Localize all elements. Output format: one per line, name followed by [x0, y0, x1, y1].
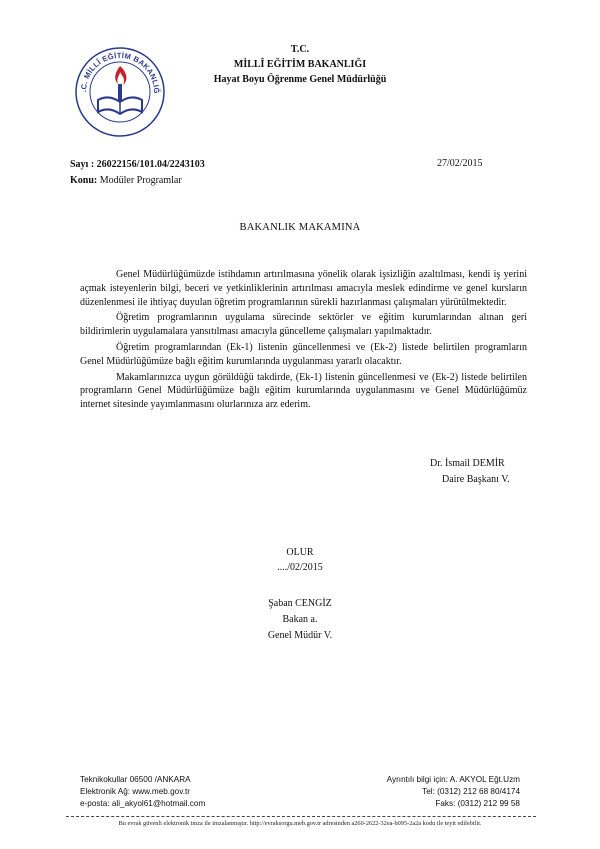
paragraph: Öğretim programlarının uygulama sürecinde sektörler ve eğitim kurumlarından alınan geri bildirimlerin uygulamalara yansıtılması amacıyla güncelleme çalışmaları yapılmaktadır. [80, 312, 527, 338]
signatory-name: Dr. İsmail DEMİR [430, 458, 505, 469]
paragraph: Makamlarınızca uygun görüldüğü takdirde, (Ek-1) listenin güncellenmesi ve (Ek-2) listede belirtilen programların Genel Müdürlüğümüze bağlı eğitim kurumlarında uygulanmasını ve Genel Müdürlüğümüz internet sitesinde yayımlanmasını olurlarınıza arz ederim. [80, 371, 527, 411]
approval-date: ..../02/2015 [277, 562, 323, 573]
footer-email: e-posta: ali_akyol61@hotmail.com [80, 799, 206, 808]
svg-text:T.C. MİLLÎ EĞİTİM BAKANLIĞI [72, 42, 161, 94]
e-signature-verification: Bu evrak güvenli elektronik imza ile imzalanmıştır. http://evraksorgu.meb.gov.tr adresinden a260-2622-32ea-b095-2a2a kodu ile teyit edilebilir. [118, 820, 482, 827]
document-number [70, 158, 205, 172]
subject-value: Modüler Programlar [99, 175, 182, 186]
signatory-title: Daire Başkanı V. [442, 474, 510, 485]
paragraph: Öğretim programlarından (Ek-1) listenin güncellenmesi ve (Ek-2) listede belirtilen programların Genel Müdürlüğümüze bağlı eğitim kurumlarında uygulanması yararlı olacaktır. [80, 341, 527, 367]
document-subject [70, 174, 182, 188]
footer-fax: Faks: (0312) 212 99 58 [435, 799, 520, 808]
footer-phone: Tel: (0312) 212 68 80/4174 [422, 787, 520, 796]
approval-label: OLUR [286, 547, 314, 558]
document-date: 27/02/2015 [437, 158, 483, 169]
logo-ring-text: .C. MİLLÎ EĞİTİM BAKANLIĞ [78, 50, 162, 94]
subject-label: Konu: [70, 175, 98, 186]
header-country: T.C. [290, 44, 310, 55]
number-label: Sayı [70, 159, 89, 170]
director-name: Şaban CENGİZ [268, 598, 332, 609]
footer-divider [66, 816, 536, 817]
director-title: Genel Müdür V. [267, 630, 333, 641]
header-directorate: Hayat Boyu Öğrenme Genel Müdürlüğü [213, 74, 387, 85]
letter-body [80, 268, 527, 414]
director-line2: Bakan a. [282, 614, 318, 625]
header-ministry: MİLLÎ EĞİTİM BAKANLIĞI [233, 59, 367, 70]
number-value: : 26022156/101.04/2243103 [90, 159, 205, 170]
footer-address-block [80, 774, 205, 810]
footer-contact: Ayrıntılı bilgi için: A. AKYOL Eğt.Uzm [386, 775, 520, 784]
footer-address: Teknikokullar 06500 /ANKARA [80, 775, 191, 784]
approval-block [0, 545, 600, 575]
signature-block-director [0, 596, 600, 644]
paragraph: Genel Müdürlüğümüzde istihdamın artırılmasına yönelik olarak işsizliğin azaltılması, kendi iş yerini açmak isteyenlerin bilgi, beceri ve yetkinliklerinin artırılması amacıyla meslek edindirme ve genel kursların düzenlenmesi ile ihtiyaç duyulan öğretim programlarının sürekli hazırlanması çalışmaları yürütülmektedir. [80, 269, 527, 308]
footer-web: Elektronik Ağ: www.meb.gov.tr [80, 787, 190, 796]
footer-contact-block [370, 774, 520, 810]
signature-block-department [430, 456, 510, 488]
document-header [150, 42, 450, 87]
addressee: BAKANLIK MAKAMINA [239, 222, 361, 233]
